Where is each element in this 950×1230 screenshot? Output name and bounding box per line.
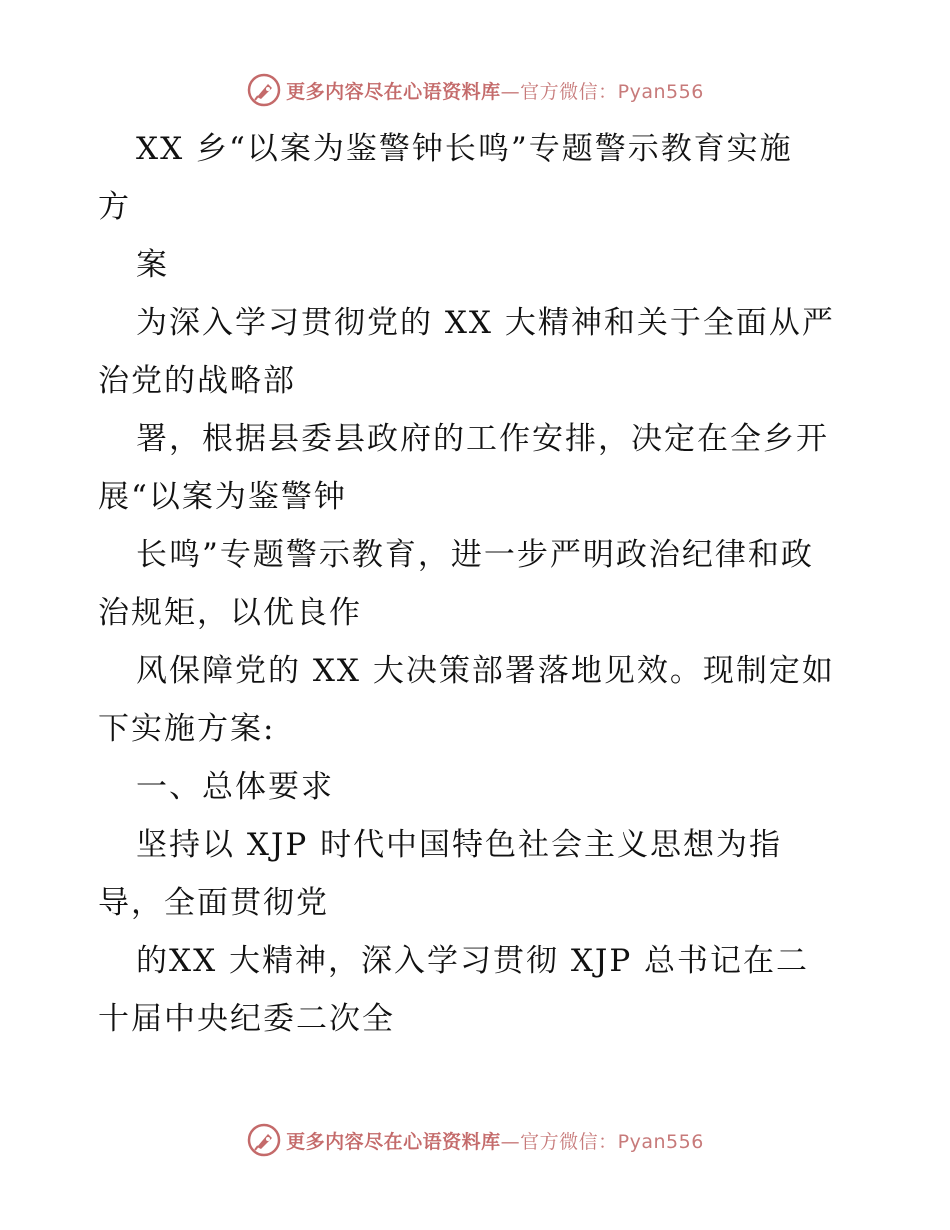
- header-watermark-banner: [0, 70, 950, 110]
- footer-watermark-banner: [0, 1120, 950, 1160]
- document-body: [98, 120, 858, 1048]
- doc-paragraph-line: 展“以案为鉴警钟: [98, 479, 347, 515]
- watermark-contact-text: 官方微信：Pyan556: [520, 80, 704, 103]
- watermark-dash: —: [500, 1130, 521, 1153]
- watermark-site-text: 更多内容尽在心语资料库: [286, 80, 501, 103]
- watermark-site-text: 更多内容尽在心语资料库: [286, 1130, 501, 1153]
- doc-paragraph-line: 长鸣”专题警示教育，进一步严明政治纪律和政: [136, 537, 814, 573]
- doc-paragraph-line: 风保障党的 XX 大决策部署落地见效。现制定如: [136, 653, 835, 689]
- section-heading: 一、总体要求: [136, 769, 334, 805]
- watermark-contact-text: 官方微信：Pyan556: [520, 1130, 704, 1153]
- watermark-text: [286, 77, 704, 104]
- pen-nib-circle-icon: [246, 72, 282, 108]
- doc-paragraph-line: 下实施方案:: [98, 711, 276, 747]
- doc-paragraph-line: 坚持以 XJP 时代中国特色社会主义思想为指: [136, 827, 783, 863]
- doc-paragraph-line: 治党的战略部: [98, 363, 296, 399]
- doc-paragraph-line: 署，根据县委县政府的工作安排，决定在全乡开: [136, 421, 829, 457]
- doc-paragraph-line: 导，全面贯彻党: [98, 885, 329, 921]
- doc-title-line-end: 案: [136, 247, 169, 283]
- watermark-dash: —: [500, 80, 521, 103]
- doc-title-line-continued: 方: [98, 189, 131, 225]
- doc-title-line: XX 乡“以案为鉴警钟长鸣”专题警示教育实施: [136, 131, 793, 167]
- watermark-text: [286, 1127, 704, 1154]
- doc-paragraph-line: 治规矩，以优良作: [98, 595, 362, 631]
- doc-paragraph-line: 的XX 大精神，深入学习贯彻 XJP 总书记在二: [136, 943, 810, 979]
- pen-nib-circle-icon: [246, 1122, 282, 1158]
- doc-paragraph-line: 十届中央纪委二次全: [98, 1001, 395, 1037]
- doc-paragraph-line: 为深入学习贯彻党的 XX 大精神和关于全面从严: [136, 305, 835, 341]
